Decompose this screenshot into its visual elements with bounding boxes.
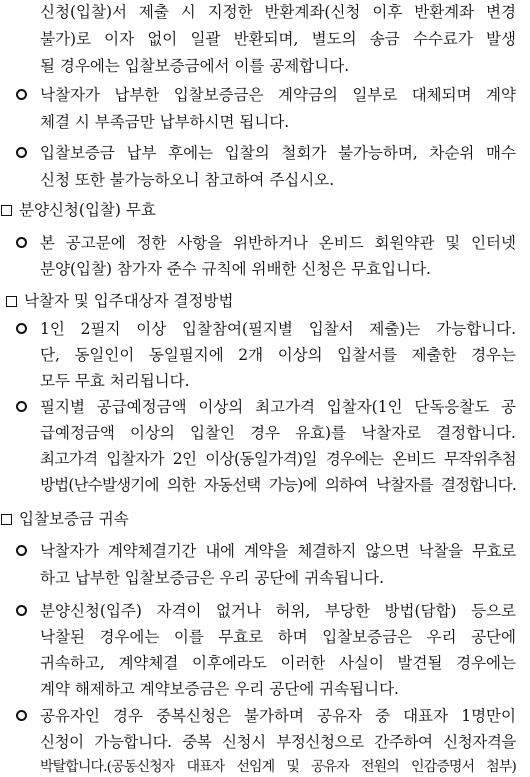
circle-bullet-icon	[16, 89, 27, 100]
forfeit-fraud-line-3: 귀속하고, 계약체결 이후에라도 이러한 사실이 발견될 경우에는	[40, 654, 516, 672]
invalid-line-1: 본 공고문에 정한 사항을 위반하거나 온비드 회원약관 및 인터넷	[40, 234, 516, 252]
square-heading-icon	[6, 296, 17, 307]
forfeit-coowner-line-3: 박탈합니다.(공동신청자 대표자 선임계 및 공유자 전원의 인감증명서 첨부)	[40, 759, 516, 775]
winner-price-line-3: 최고가격 입찰자가 2인 이상(동일가격)일 경우에는 온비드 무작위추첨	[40, 450, 516, 468]
intro-line-3: 될 경우에는 입찰보증금에서 이를 공제합니다.	[40, 57, 350, 75]
square-heading-icon	[1, 205, 12, 216]
circle-bullet-icon	[16, 323, 27, 334]
winner-multi-line-1: 1인 2필지 이상 입찰참여(필지별 입찰서 제출)는 가능합니다.	[40, 320, 516, 338]
winner-multi-line-3: 모두 무효 처리됩니다.	[40, 372, 190, 390]
circle-bullet-icon	[16, 237, 27, 248]
circle-bullet-icon	[16, 710, 27, 721]
withdrawal-line-2: 신청 또한 불가능하오니 참고하여 주십시오.	[40, 171, 335, 189]
forfeit-fraud-line-2: 낙찰된 경우에는 이를 무효로 하며 입찰보증금은 우리 공단에	[40, 628, 516, 646]
winner-price-line-4: 방법(난수발생기에 의한 자동선택 가능)에 의하여 낙찰자를 결정합니다.	[40, 476, 516, 494]
section-title-winner: 낙찰자 및 입주대상자 결정방법	[24, 292, 234, 310]
forfeit-fraud-line-1: 분양신청(입주) 자격이 없거나 허위, 부당한 방법(담합) 등으로	[40, 602, 516, 620]
circle-bullet-icon	[16, 605, 27, 616]
circle-bullet-icon	[16, 401, 27, 412]
deposit-offset-line-1: 낙찰자가 납부한 입찰보증금은 계약금의 일부로 대체되며 계약	[40, 86, 516, 104]
intro-line-1: 신청(입찰)서 제출 시 지정한 반환계좌(신청 이후 반환계좌 변경	[40, 3, 516, 21]
winner-multi-line-2: 단, 동일인이 동일필지에 2개 이상의 입찰서를 제출한 경우는	[40, 346, 516, 364]
square-heading-icon	[1, 514, 12, 525]
intro-line-2: 불가)로 이자 없이 일괄 반환되며, 별도의 송금 수수료가 발생	[40, 30, 516, 48]
deposit-offset-line-2: 체결 시 부족금만 납부하시면 됩니다.	[40, 113, 290, 131]
circle-bullet-icon	[16, 147, 27, 158]
winner-price-line-1: 필지별 공급예정금액 이상의 최고가격 입찰자(1인 단독응찰도 공	[40, 398, 516, 416]
withdrawal-line-1: 입찰보증금 납부 후에는 입찰의 철회가 불가능하며, 차순위 매수	[40, 144, 516, 162]
winner-price-line-2: 급예정금액 이상의 입찰인 경우 유효)를 낙찰자로 결정합니다.	[40, 424, 516, 442]
forfeit-contract-line-2: 하고 납부한 입찰보증금은 우리 공단에 귀속됩니다.	[40, 569, 384, 587]
forfeit-contract-line-1: 낙찰자가 계약체결기간 내에 계약을 체결하지 않으면 낙찰을 무효로	[40, 542, 516, 560]
forfeit-fraud-line-4: 계약 해제하고 계약보증금은 우리 공단에 귀속됩니다.	[40, 680, 399, 698]
section-title-forfeit: 입찰보증금 귀속	[19, 510, 129, 528]
forfeit-coowner-line-1: 공유자인 경우 중복신청은 불가하며 공유자 중 대표자 1명만이	[40, 707, 516, 725]
section-title-invalid: 분양신청(입찰) 무효	[19, 201, 156, 219]
forfeit-coowner-line-2: 신청이 가능합니다. 중복 신청시 부정신청으로 간주하여 신청자격을	[40, 733, 516, 751]
circle-bullet-icon	[16, 545, 27, 556]
invalid-line-2: 분양(입찰) 참가자 준수 규칙에 위배한 신청은 무효입니다.	[40, 260, 431, 278]
